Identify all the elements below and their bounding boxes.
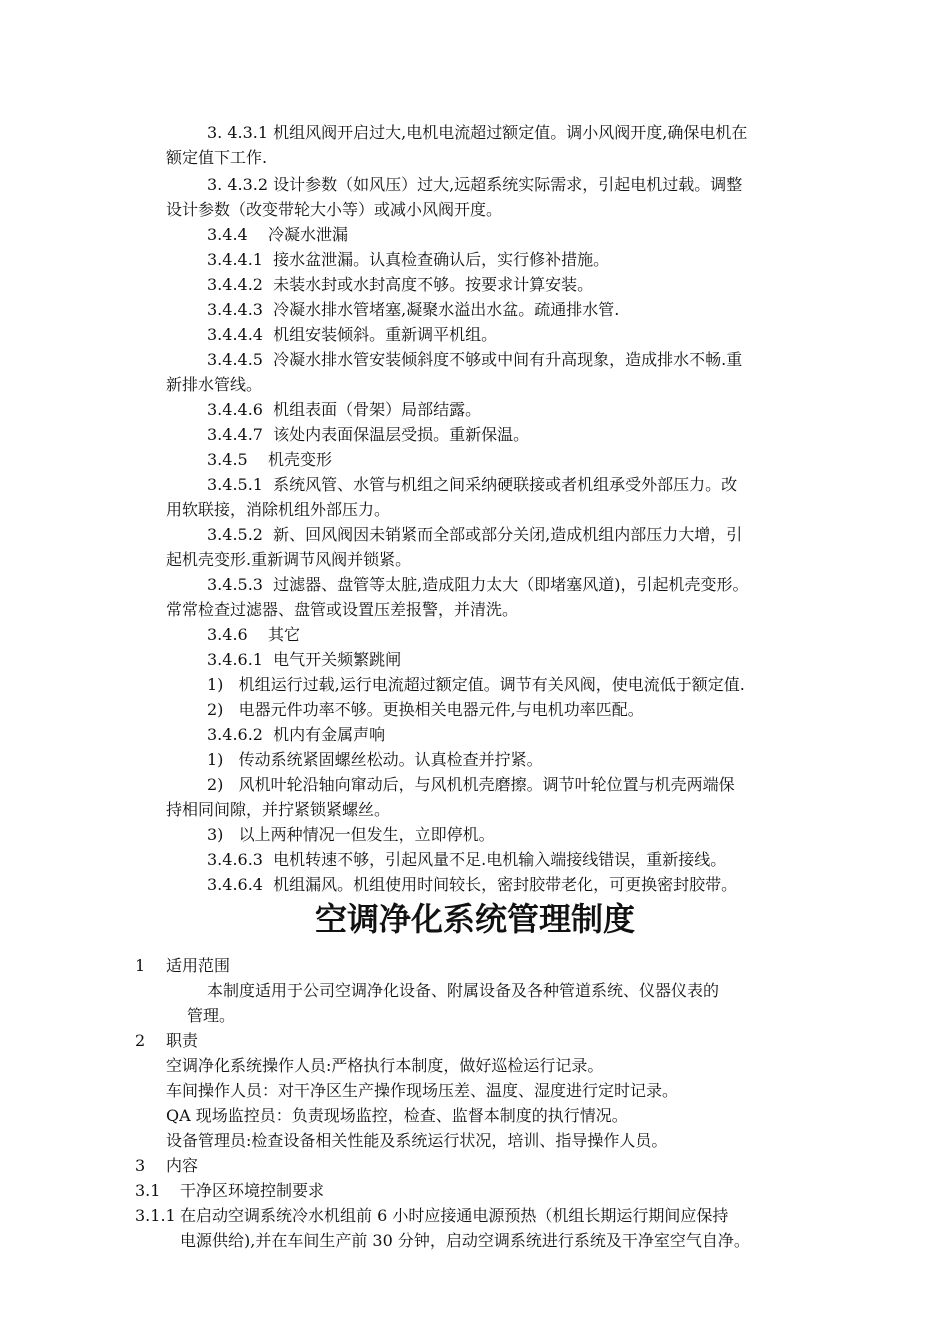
para-3-4-4-5-line2: 新排水管线。 (166, 375, 263, 394)
para-3-4-5-1-line2: 用软联接，消除机组外部压力。 (166, 500, 391, 519)
section-3-title: 内容 (166, 1156, 199, 1175)
duty-item: 车间操作人员：对干净区生产操作现场压差、温度、湿度进行定时记录。 (166, 1081, 679, 1100)
section-2-title: 职责 (166, 1031, 199, 1050)
list-item-3-4-6-1-1: 1) 机组运行过载,运行电流超过额定值。调节有关风阀，使电流低于额定值. (207, 675, 745, 694)
section-1-number: 1 (135, 956, 146, 975)
section-3-1-1-number: 3.1.1 (135, 1206, 176, 1225)
para-3-4-5-1-line1: 3.4.5.1 系统风管、水管与机组之间采纳硬联接或者机组承受外部压力。改 (207, 475, 738, 494)
section-3-1-1-text-line1: 在启动空调系统冷水机组前 6 小时应接通电源预热（机组长期运行期间应保持 (180, 1206, 729, 1225)
heading-3-4-4: 3.4.4 冷凝水泄漏 (207, 225, 349, 244)
para-3-4-5-3-line1: 3.4.5.3 过滤器、盘管等太脏,造成阻力太大（即堵塞风道)，引起机壳变形。 (207, 575, 749, 594)
para-3-4-4-4: 3.4.4.4 机组安装倾斜。重新调平机组。 (207, 325, 498, 344)
para-3-4-6-4: 3.4.6.4 机组漏风。机组使用时间较长，密封胶带老化，可更换密封胶带。 (207, 875, 738, 894)
para-3-4-5-2-line2: 起机壳变形.重新调节风阀并锁紧。 (166, 550, 412, 569)
para-3-4-4-7: 3.4.4.7 该处内表面保温层受损。重新保温。 (207, 425, 530, 444)
document-title: 空调净化系统管理制度 (314, 900, 635, 938)
list-item-3-4-6-1-2: 2) 电器元件功率不够。更换相关电器元件,与电机功率匹配。 (207, 700, 644, 719)
para-3-4-5-2-line1: 3.4.5.2 新、回风阀因未销紧而全部或部分关闭,造成机组内部压力大增，引 (207, 525, 743, 544)
section-3-number: 3 (135, 1156, 146, 1175)
para-3-4-6-3: 3.4.6.3 电机转速不够，引起风量不足.电机输入端接线错误，重新接线。 (207, 850, 727, 869)
para-3-4-3-1-line2: 额定值下工作. (166, 148, 268, 167)
para-3-4-5-3-line2: 常常检查过滤器、盘管或设置压差报警，并清洗。 (166, 600, 519, 619)
section-1-title: 适用范围 (166, 956, 231, 975)
list-item-3-4-6-2-1: 1) 传动系统紧固螺丝松动。认真检查并拧紧。 (207, 750, 543, 769)
section-3-1-number: 3.1 (135, 1181, 161, 1200)
list-item-3-4-6-2-2-line1: 2) 风机叶轮沿轴向窜动后，与风机机壳磨擦。调节叶轮位置与机壳两端保 (207, 775, 735, 794)
heading-3-4-6: 3.4.6 其它 (207, 625, 301, 644)
section-1-text-line2: 管理。 (187, 1006, 236, 1025)
para-3-4-4-6: 3.4.4.6 机组表面（骨架）局部结露。 (207, 400, 482, 419)
section-2-number: 2 (135, 1031, 146, 1050)
section-1-text-line1: 本制度适用于公司空调净化设备、附属设备及各种管道系统、仪器仪表的 (207, 981, 720, 1000)
para-3-4-4-3: 3.4.4.3 冷凝水排水管堵塞,凝聚水溢出水盆。疏通排水管. (207, 300, 620, 319)
para-3-4-6-1: 3.4.6.1 电气开关频繁跳闸 (207, 650, 402, 669)
para-3-4-3-2-line2: 设计参数（改变带轮大小等）或减小风阀开度。 (166, 200, 503, 219)
heading-3-4-5: 3.4.5 机壳变形 (207, 450, 333, 469)
section-3-1-title: 干净区环境控制要求 (180, 1181, 325, 1200)
para-3-4-4-1: 3.4.4.1 接水盆泄漏。认真检查确认后，实行修补措施。 (207, 250, 610, 269)
duty-item: 空调净化系统操作人员:严格执行本制度，做好巡检运行记录。 (166, 1056, 604, 1075)
duty-item: QA 现场监控员：负责现场监控，检查、监督本制度的执行情况。 (166, 1106, 628, 1125)
list-item-3-4-6-2-2-line2: 持相同间隙，并拧紧锁紧螺丝。 (166, 800, 391, 819)
para-3-4-3-2-line1: 3. 4.3.2 设计参数（如风压）过大,远超系统实际需求，引起电机过载。调整 (207, 175, 743, 194)
section-3-1-1-text-line2: 电源供给),并在车间生产前 30 分钟，启动空调系统进行系统及干净室空气自净。 (180, 1231, 750, 1250)
duty-item: 设备管理员:检查设备相关性能及系统运行状况，培训、指导操作人员。 (166, 1131, 668, 1150)
para-3-4-3-1-line1: 3. 4.3.1 机组风阀开启过大,电机电流超过额定值。调小风阀开度,确保电机在 (207, 123, 748, 142)
para-3-4-4-5-line1: 3.4.4.5 冷凝水排水管安装倾斜度不够或中间有升高现象，造成排水不畅.重 (207, 350, 743, 369)
para-3-4-4-2: 3.4.4.2 未装水封或水封高度不够。按要求计算安装。 (207, 275, 594, 294)
para-3-4-6-2: 3.4.6.2 机内有金属声响 (207, 725, 386, 744)
list-item-3-4-6-2-3: 3) 以上两种情况一但发生，立即停机。 (207, 825, 495, 844)
